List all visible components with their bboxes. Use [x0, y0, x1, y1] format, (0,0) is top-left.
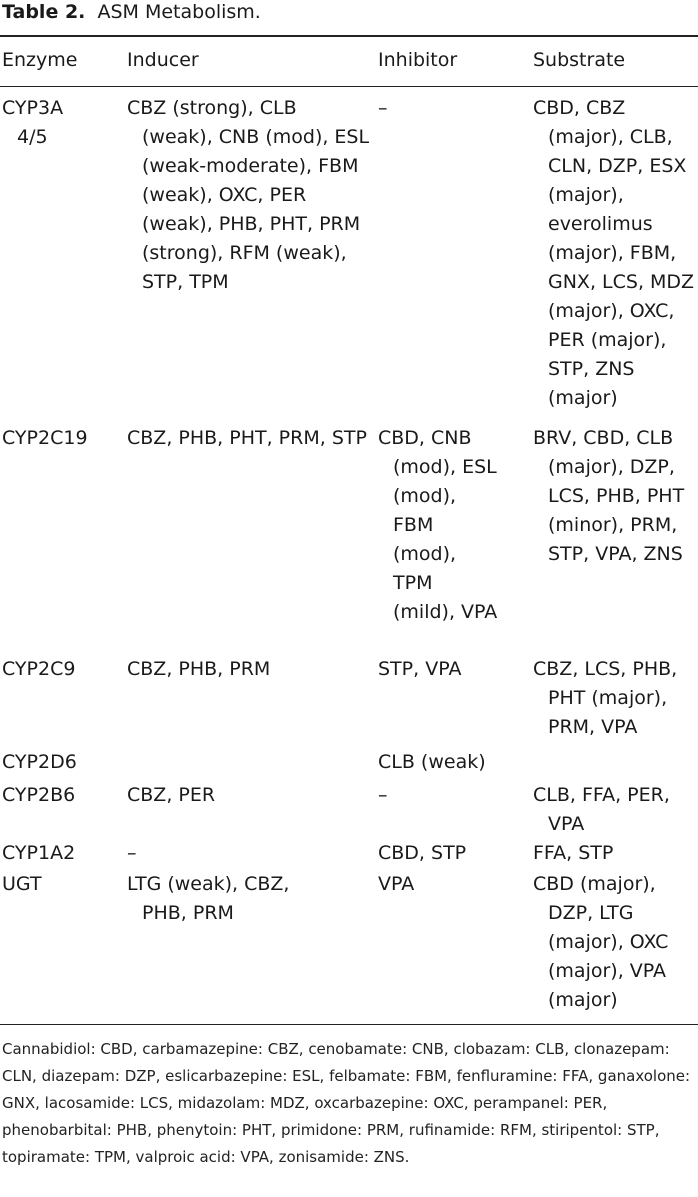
header-inhibitor: Inhibitor: [378, 49, 458, 71]
cell-inducer: CBZ (strong), CLB (weak), CNB (mod), ESL (weak-moderate), FBM (weak), OXC, PER (weak), PHB, PHT, PRM (strong), RFM (weak), STP, TPM: [127, 97, 370, 293]
cell-substrate: BRV, CBD, CLB (major), DZP, LCS, PHB, PHT (minor), PRM, STP, VPA, ZNS: [533, 427, 685, 565]
bottom-rule: [0, 1024, 698, 1025]
cell-inhibitor: CLB (weak): [378, 751, 486, 773]
top-rule: [0, 35, 698, 37]
table-caption: [2, 0, 261, 24]
cell-inducer: CBZ, PER: [127, 784, 216, 806]
cell-inhibitor: STP, VPA: [378, 658, 462, 680]
cell-enzyme: CYP1A2: [2, 842, 76, 864]
cell-inducer: CBZ, PHB, PRM: [127, 658, 271, 680]
cell-substrate: CBZ, LCS, PHB, PHT (major), PRM, VPA: [533, 658, 678, 738]
table-label: Table 2.: [2, 1, 86, 23]
cell-substrate: CLB, FFA, PER, VPA: [533, 784, 670, 835]
cell-substrate: CBD, CBZ (major), CLB, CLN, DZP, ESX (major), everolimus (major), FBM, GNX, LCS, MDZ (major), OXC, PER (major), STP, ZNS (major): [533, 97, 695, 409]
cell-inhibitor: CBD, STP: [378, 842, 467, 864]
header-inducer: Inducer: [127, 49, 199, 71]
cell-inducer: CBZ, PHB, PHT, PRM, STP: [127, 427, 367, 449]
cell-inhibitor: –: [378, 97, 388, 119]
cell-inducer: –: [127, 842, 137, 864]
cell-substrate: FFA, STP: [533, 842, 614, 864]
cell-enzyme: CYP3A4/5: [2, 97, 64, 148]
cell-substrate: CBD (major), DZP, LTG (major), OXC (major), VPA (major): [533, 873, 669, 1011]
cell-inhibitor: CBD, CNB (mod), ESL (mod), FBM (mod), TPM (mild), VPA: [378, 427, 498, 623]
cell-enzyme: CYP2B6: [2, 784, 76, 806]
cell-inhibitor: –: [378, 784, 388, 806]
cell-enzyme: CYP2D6: [2, 751, 77, 773]
table-title: ASM Metabolism.: [97, 1, 261, 23]
table-footnote: Cannabidiol: CBD, carbamazepine: CBZ, cenobamate: CNB, clobazam: CLB, clonazepam: CLN, diazepam: DZP, eslicarbazepine: ESL, felbamate: FBM, fenfluramine: FFA, ganaxolone: GNX, lacosamide: LCS, midazolam: MDZ, oxcarbazepine: OXC, perampanel: PER, phenobarbital: PHB, phenytoin: PHT, primidone: PRM, rufinamide: RFM, stiripentol: STP, topiramate: TPM, valproic acid: VPA, zonisamide: ZNS.: [2, 1040, 691, 1166]
header-substrate: Substrate: [533, 49, 626, 71]
cell-enzyme: CYP2C9: [2, 658, 76, 680]
cell-enzyme: UGT: [2, 873, 42, 895]
cell-inhibitor: VPA: [378, 873, 415, 895]
header-enzyme: Enzyme: [2, 49, 78, 71]
header-rule: [0, 86, 698, 87]
cell-enzyme: CYP2C19: [2, 427, 88, 449]
cell-inducer: LTG (weak), CBZ, PHB, PRM: [127, 873, 290, 924]
